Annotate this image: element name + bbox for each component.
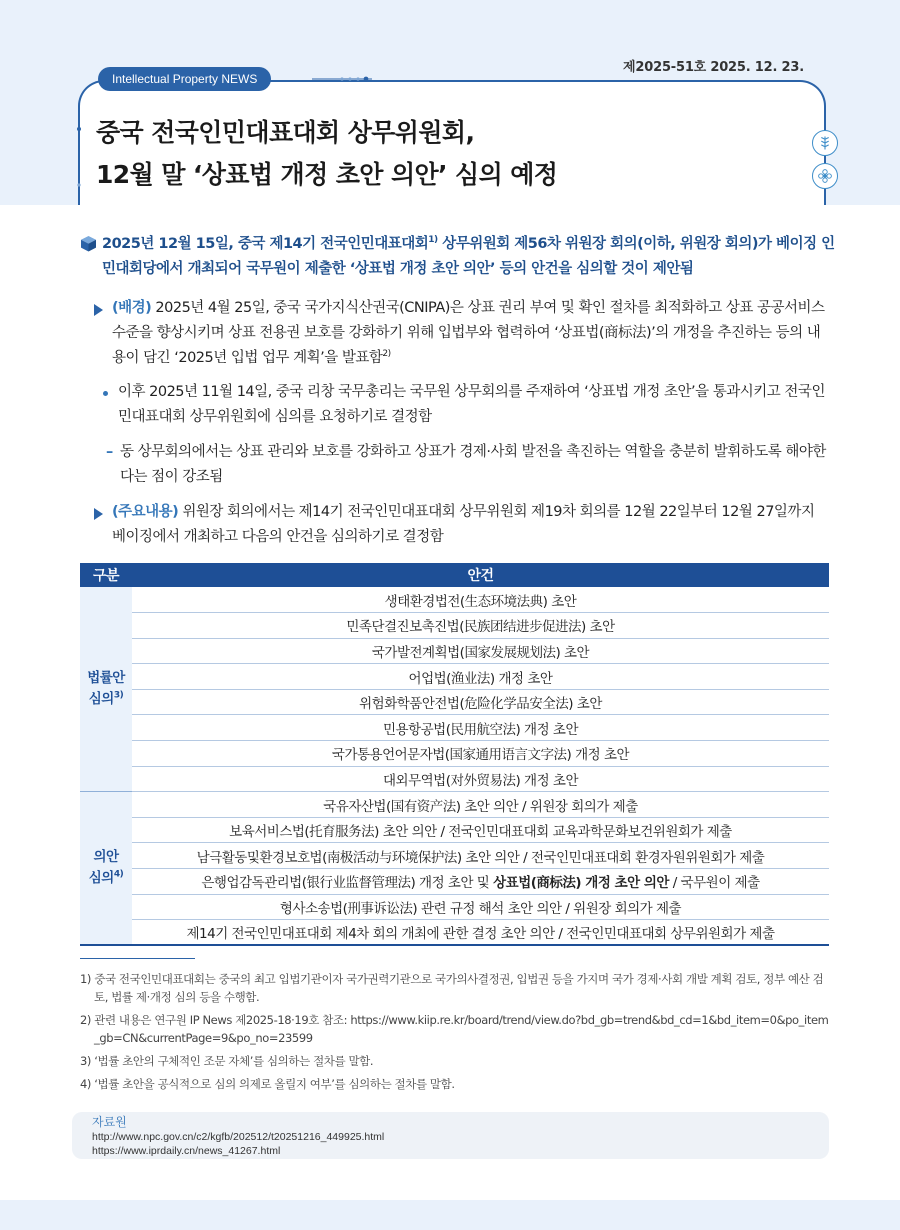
footnote-3: 3) ‘법률 초안의 구체적인 조문 자체’를 심의하는 절차를 말함. bbox=[80, 1054, 374, 1068]
footer-band bbox=[0, 1200, 900, 1230]
table-cell: 남극활동및환경보호법(南极活动与环境保护法) 초안 의안 / 전국인민대표대회 환경자원위원회가 제출 bbox=[132, 843, 829, 869]
row4-text-a: 은행업감독관리법(银行业监督管理法) 개정 초안 및 bbox=[201, 875, 494, 892]
main-content-item bbox=[94, 500, 829, 550]
flower-icon bbox=[812, 163, 838, 189]
category-footnote-ref: 3) bbox=[113, 690, 124, 701]
category-law-bill bbox=[80, 587, 132, 792]
dash-mark: – bbox=[106, 444, 113, 460]
table-cell: 생태환경법전(生态环境法典) 초안 bbox=[132, 587, 829, 613]
header-category: 구분 bbox=[80, 563, 132, 587]
bullet-text: 이후 2025년 11월 14일, 중국 리창 국무총리는 국무원 상무회의를 주재하여 ‘상표법 개정 초안’을 통과시키고 전국인민대표대회 상무위원회에 심의를 요청하기로 결정함 bbox=[118, 384, 825, 425]
background-footnote-ref: 2) bbox=[382, 349, 391, 360]
dash-item bbox=[106, 440, 829, 490]
table-row bbox=[80, 843, 829, 869]
table-row bbox=[80, 741, 829, 767]
footnote-1: 1) 중국 전국인민대표대회는 중국의 최고 입법기관이자 국가권력기관으로 국가의사결정권, 입법권 등을 가지며 국가 경제·사회 개발 계획 검토, 정부 예산 검토, 법률 제·개정 심의 등을 수행함. bbox=[80, 972, 824, 1004]
row4-text-b: / 국무원이 제출 bbox=[668, 875, 760, 892]
category-label: 심의 bbox=[88, 870, 114, 887]
table-cell: 국유자산법(国有资产法) 초안 의안 / 위원장 회의가 제출 bbox=[132, 792, 829, 818]
source-link-2[interactable]: https://www.iprdaily.cn/news_41267.html bbox=[92, 1145, 281, 1157]
table-cell: 위험화학품안전법(危险化学品安全法) 초안 bbox=[132, 689, 829, 715]
footnotes bbox=[80, 970, 830, 1098]
table-cell: 보육서비스법(托育服务法) 초안 의안 / 전국인민대표대회 교육과학문화보건위원회가 제출 bbox=[132, 817, 829, 843]
lead-paragraph bbox=[80, 232, 840, 282]
footnote-divider bbox=[80, 958, 195, 959]
lead-text-a: 2025년 12월 15일, 중국 제14기 전국인민대표대회 bbox=[102, 236, 429, 252]
table-row bbox=[80, 766, 829, 792]
table-row bbox=[80, 894, 829, 920]
cube-icon bbox=[80, 235, 97, 252]
footnote-2: 2) 관련 내용은 연구원 IP News 제2025-18·19호 참조: https://www.kiip.re.kr/board/trend/view.do?bd_gb=trend&bd_cd=1&bd_item=0&po_item_gb=CN&currentPage=9&po_no=23599 bbox=[80, 1013, 829, 1045]
table-cell: 형사소송법(刑事诉讼法) 관련 규정 해석 초안 의안 / 위원장 회의가 제출 bbox=[132, 894, 829, 920]
table-row bbox=[80, 792, 829, 818]
lead-footnote-ref: 1) bbox=[428, 235, 438, 246]
triangle-bullet-icon bbox=[94, 304, 103, 316]
category-label: 심의 bbox=[88, 691, 114, 708]
dots-decoration-icon bbox=[312, 74, 372, 84]
table-row bbox=[80, 920, 829, 946]
dot-bullet-icon bbox=[103, 391, 108, 396]
page-title bbox=[96, 112, 557, 196]
ip-news-badge: Intellectual Property NEWS bbox=[98, 67, 271, 91]
row4-bold-text: 상표법(商标法) 개정 초안 의안 bbox=[493, 875, 669, 892]
source-link-1[interactable]: http://www.npc.gov.cn/c2/kgfb/202512/t20251216_449925.html bbox=[92, 1131, 385, 1143]
table-row bbox=[80, 869, 829, 895]
table-cell: 대외무역법(对外贸易法) 개정 초안 bbox=[132, 766, 829, 792]
table-header-row bbox=[80, 563, 829, 587]
title-line-1: 중국 전국인민대표대회 상무위원회, bbox=[96, 118, 475, 147]
bullet-item bbox=[103, 380, 829, 430]
table-row bbox=[80, 689, 829, 715]
table-cell: 제14기 전국인민대표대회 제4차 회의 개최에 관한 결정 초안 의안 / 전국인민대표대회 상무위원회가 제출 bbox=[132, 920, 829, 946]
table-cell: 국가통용언어문자법(国家通用语言文字法) 개정 초안 bbox=[132, 741, 829, 767]
table-row bbox=[80, 715, 829, 741]
background-text: 2025년 4월 25일, 중국 국가지식산권국(CNIPA)은 상표 권리 부여 및 확인 절차를 최적화하고 상표 공공서비스 수준을 향상시키며 상표 전용권 보호를 강화하기 위해 입법부와 협력하여 ‘상표법(商标法)’의 개정을 추진하는 등의 내용이 담긴 ‘2025년 입법 업무 계획’을 발표함 bbox=[112, 300, 825, 366]
category-footnote-ref: 4) bbox=[113, 869, 124, 880]
table-cell: 민족단결진보촉진법(民族团结进步促进法) 초안 bbox=[132, 613, 829, 639]
header-agenda: 안건 bbox=[132, 563, 829, 587]
issue-number: 제2025-51호 2025. 12. 23. bbox=[623, 60, 804, 75]
vertical-dots-icon bbox=[75, 125, 83, 195]
main-label: (주요내용) bbox=[112, 504, 179, 520]
dash-text: 동 상무회의에서는 상표 관리와 보호를 강화하고 상표가 경제·사회 발전을 촉진하는 역할을 충분히 발휘하도록 해야한다는 점이 강조됨 bbox=[120, 444, 826, 485]
triangle-bullet-icon bbox=[94, 508, 103, 520]
agenda-table bbox=[80, 563, 829, 946]
table-cell: 국가발전계획법(国家发展规划法) 초안 bbox=[132, 638, 829, 664]
grain-icon bbox=[812, 130, 838, 156]
table-row bbox=[80, 587, 829, 613]
main-text: 위원장 회의에서는 제14기 전국인민대표대회 상무위원회 제19차 회의를 12월 22일부터 12월 27일까지 베이징에서 개최하고 다음의 안건을 심의하기로 결정함 bbox=[112, 504, 815, 545]
table-cell bbox=[132, 869, 829, 895]
title-line-2: 12월 말 ‘상표법 개정 초안 의안’ 심의 예정 bbox=[96, 160, 558, 189]
category-label: 법률안 bbox=[87, 670, 125, 687]
table-row bbox=[80, 613, 829, 639]
table-cell: 민용항공법(民用航空法) 개정 초안 bbox=[132, 715, 829, 741]
table-row bbox=[80, 664, 829, 690]
background-item bbox=[94, 296, 829, 371]
category-label: 의안 bbox=[93, 849, 119, 866]
source-box bbox=[72, 1112, 829, 1159]
table-cell: 어업법(渔业法) 개정 초안 bbox=[132, 664, 829, 690]
lead-text-b: 상무위원회 제56차 위원장 회의(이하, 위원장 회의)가 베이징 인민대회당에서 개최되어 국무원이 제출한 ‘상표법 개정 초안 의안’ 등의 안건을 심의할 것이 제안됨 bbox=[102, 236, 835, 277]
table-row bbox=[80, 638, 829, 664]
footnote-4: 4) ‘법률 초안을 공식적으로 심의 의제로 올릴지 여부’를 심의하는 절차를 말함. bbox=[80, 1077, 455, 1091]
source-label: 자료원 bbox=[92, 1115, 127, 1129]
category-motion bbox=[80, 792, 132, 946]
background-label: (배경) bbox=[112, 300, 152, 316]
table-row bbox=[80, 817, 829, 843]
